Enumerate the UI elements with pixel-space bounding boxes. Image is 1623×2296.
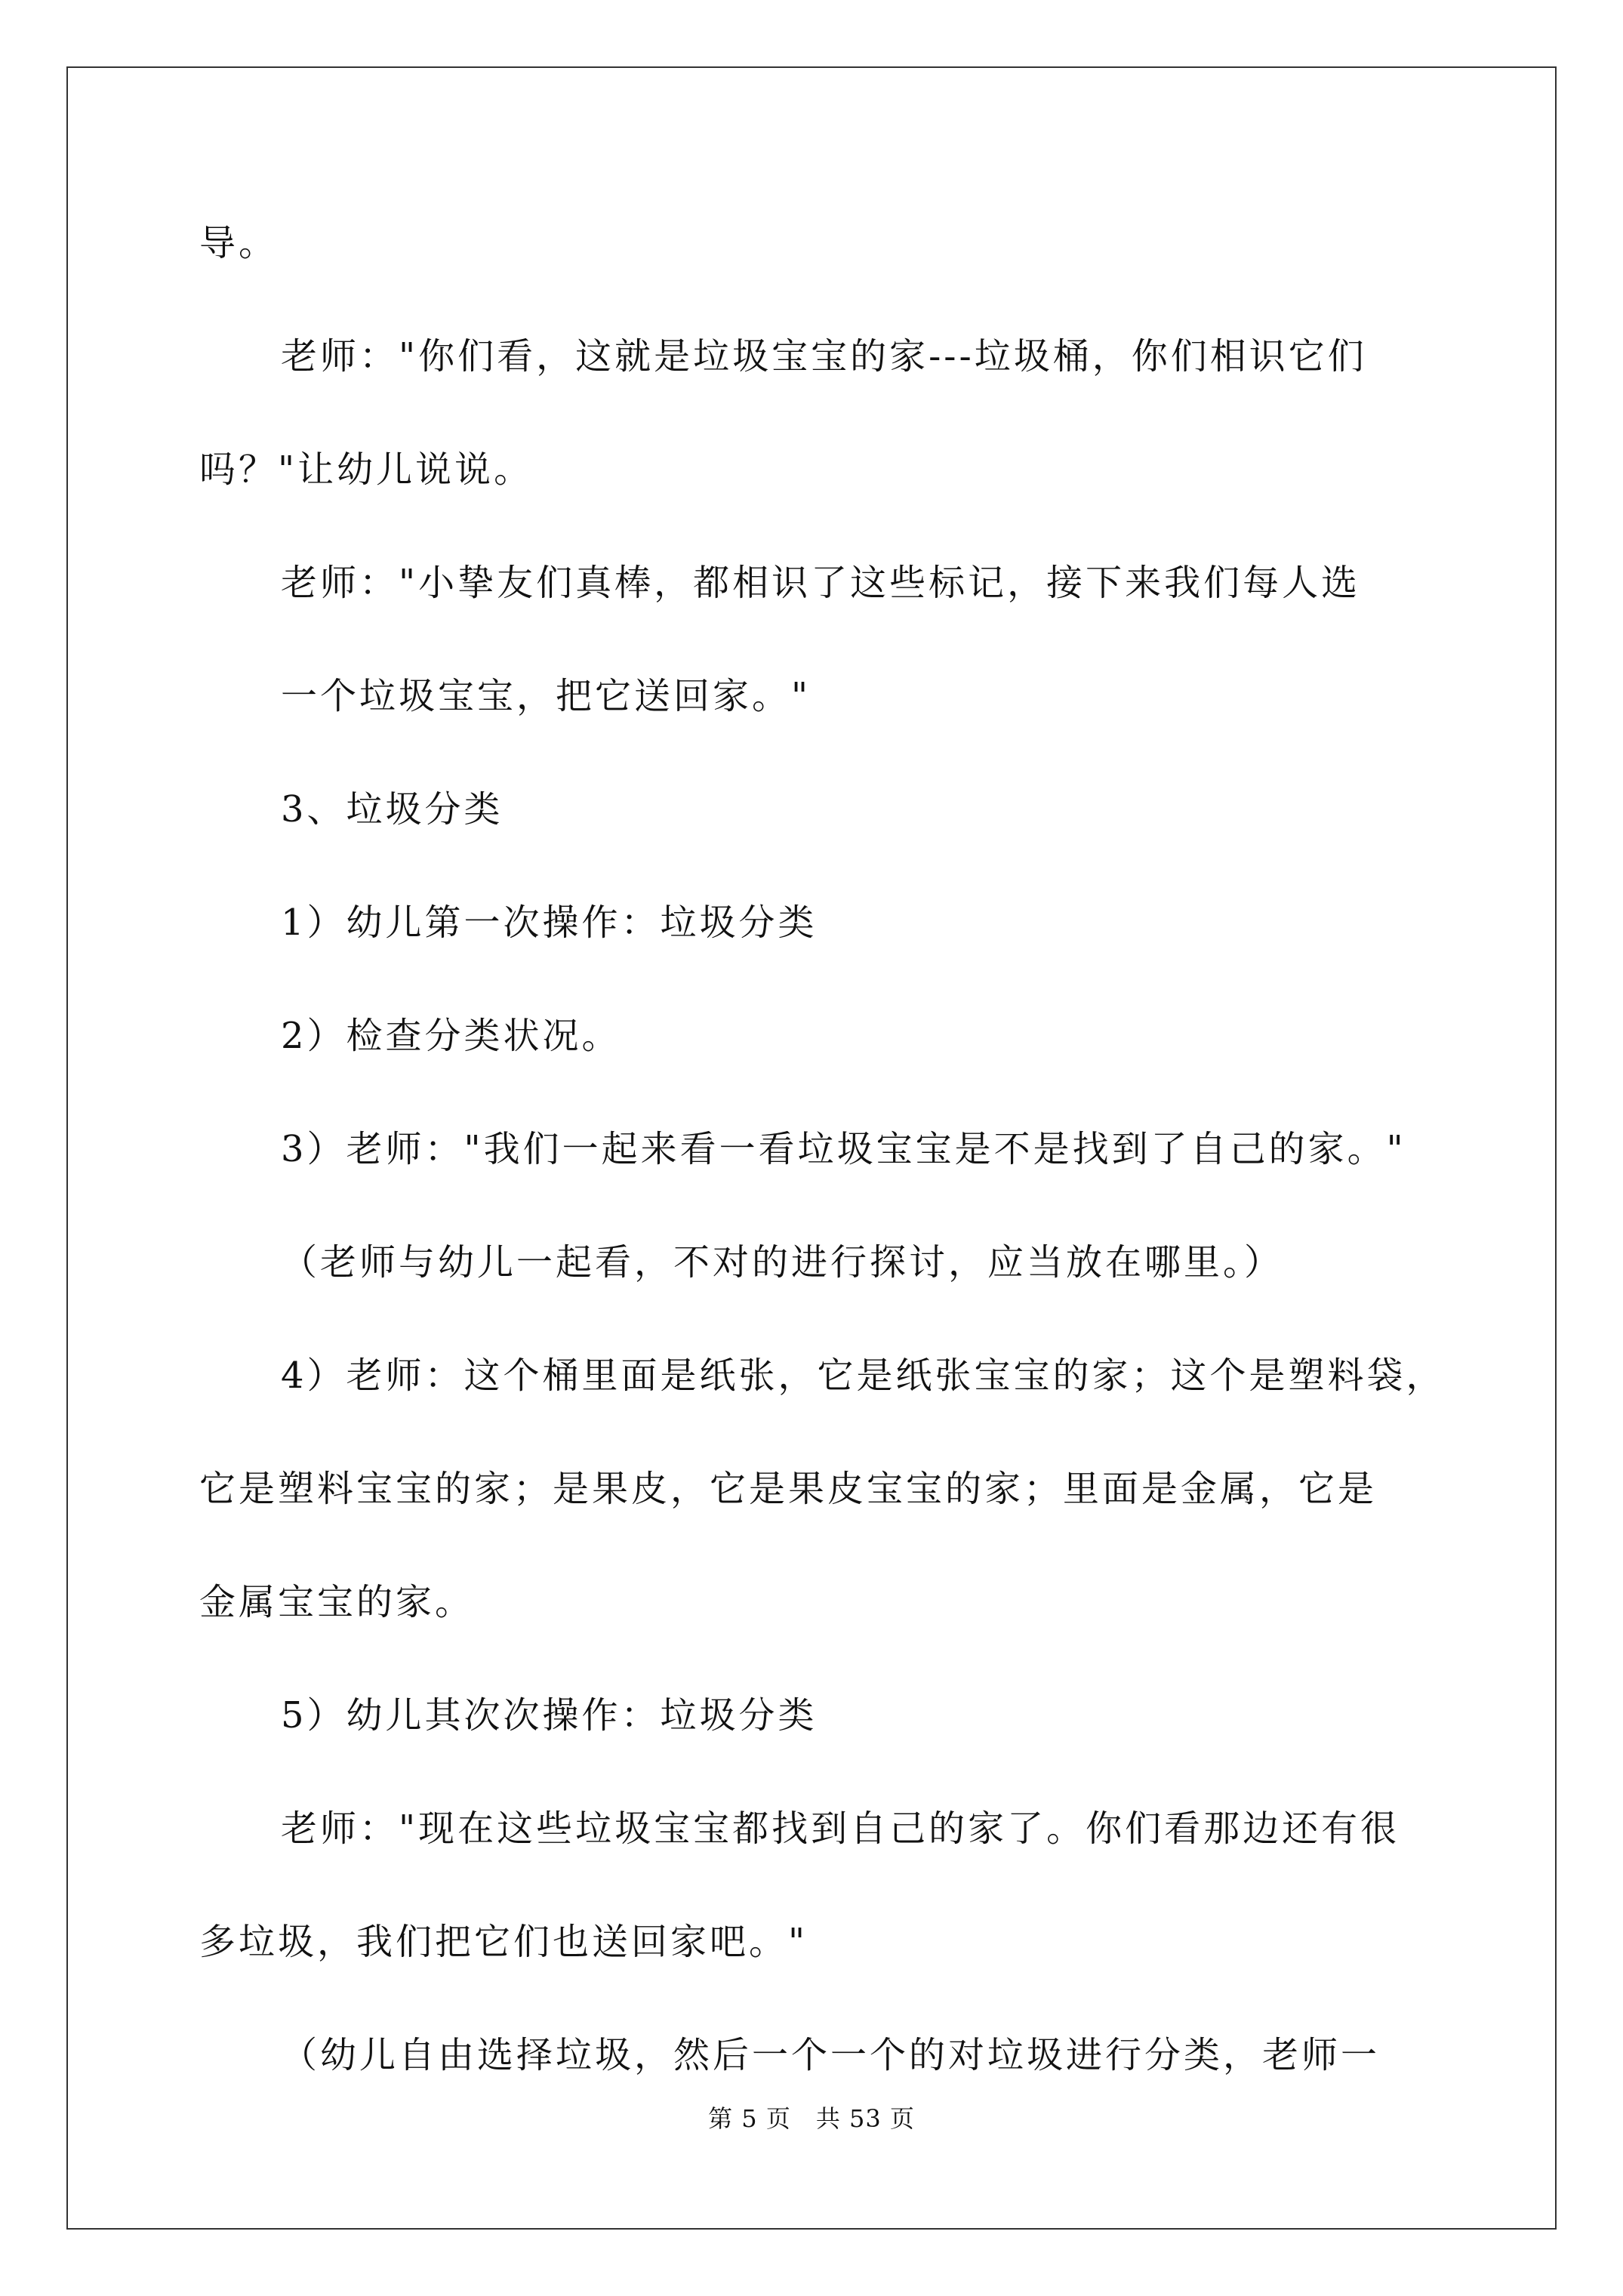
text-line: 2）检查分类状况。 [281,1015,621,1057]
text-line: 5）幼儿其次次操作：垃圾分类 [281,1694,818,1737]
text-line: 多垃圾，我们把它们也送回家吧。" [199,1921,808,1963]
text-line: 老师："你们看，这就是垃圾宝宝的家---垃圾桶，你们相识它们 [281,335,1367,378]
text-line: 4）老师：这个桶里面是纸张，它是纸张宝宝的家；这个是塑料袋， [281,1354,1446,1397]
text-line: 老师："现在这些垃圾宝宝都找到自己的家了。你们看那边还有很 [281,1808,1400,1850]
text-line: 3）老师："我们一起来看一看垃圾宝宝是不是找到了自己的家。" [281,1128,1406,1170]
text-line: 3、垃圾分类 [281,788,504,831]
text-line: 导。 [199,222,279,264]
page-number: 第 5 页 共 53 页 [708,2104,915,2133]
text-line: （幼儿自由选择垃圾，然后一个一个的对垃圾进行分类，老师一 [281,2034,1381,2076]
text-line: 老师："小挚友们真棒，都相识了这些标记，接下来我们每人选 [281,562,1361,604]
text-line: 一个垃圾宝宝，把它送回家。" [281,675,812,717]
text-line: 1）幼儿第一次操作：垃圾分类 [281,901,818,944]
text-line: 金属宝宝的家。 [199,1581,475,1623]
text-line: 它是塑料宝宝的家；是果皮，它是果皮宝宝的家；里面是金属，它是 [199,1468,1378,1510]
text-line: （老师与幼儿一起看，不对的进行探讨，应当放在哪里。） [281,1241,1284,1284]
text-line: 吗？"让幼儿说说。 [199,448,534,491]
